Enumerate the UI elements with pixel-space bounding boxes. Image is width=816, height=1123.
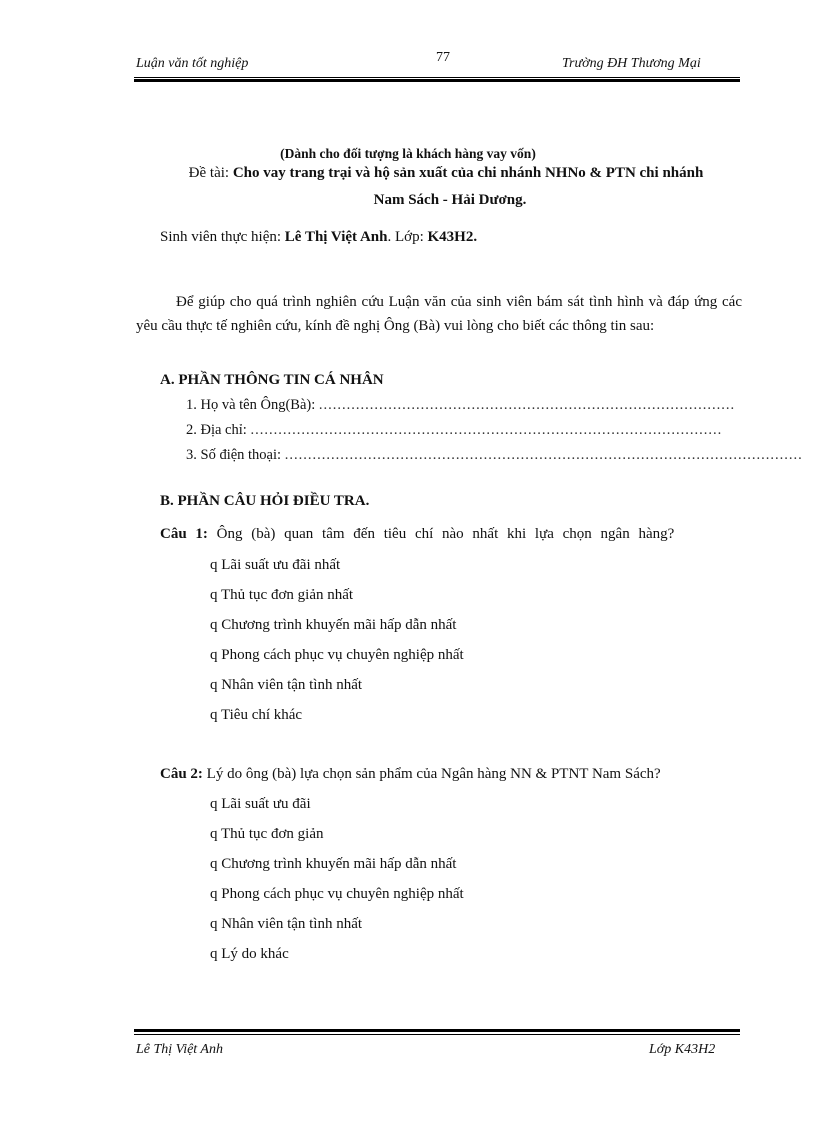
q2-option[interactable]: q Phong cách phục vụ chuyên nghiệp nhất [210,886,464,902]
header-left-title: Luận văn tốt nghiệp [136,56,249,71]
footer-rule-thin [134,1034,740,1035]
q2-option[interactable]: q Chương trình khuyến mãi hấp dẫn nhất [210,856,457,872]
header-rule-thin [134,77,740,78]
q2-option[interactable]: q Thủ tục đơn giản [210,826,324,842]
section-a-title: A. PHẦN THÔNG TIN CÁ NHÂN [160,372,384,388]
footer-rule-thick [134,1029,740,1032]
page-number: 77 [436,50,450,65]
student-line [160,229,477,246]
topic-title-line-1: Cho vay trang trại và hộ sản xuất của chi nhánh NHNo & PTN chi nhánh [232,165,704,181]
field-phone [186,447,803,464]
footer-author: Lê Thị Việt Anh [136,1042,223,1057]
field-address-blank[interactable]: ...................................................................................................... [250,422,723,438]
question-1-label: Câu 1: [160,526,208,542]
q2-option[interactable]: q Nhân viên tận tình nhất [210,916,363,932]
q1-option[interactable]: q Thủ tục đơn giản nhất [210,587,354,603]
question-1-text: Ông (bà) quan tâm đến tiêu chí nào nhất khi lựa chọn ngân hàng? [216,526,675,542]
q1-option[interactable]: q Lãi suất ưu đãi nhất [210,557,341,573]
header-right-title: Trường ĐH Thương Mại [562,56,701,71]
question-2-label: Câu 2: [160,766,203,782]
student-label: Sinh viên thực hiện: [160,229,282,245]
field-phone-label: 3. Số điện thoại: [186,447,282,463]
field-full-name-blank[interactable]: .......................................................................................... [318,397,736,413]
class-label: . Lớp: [387,229,424,245]
section-b-title: B. PHẦN CÂU HỎI ĐIỀU TRA. [160,493,370,509]
q2-option[interactable]: q Lý do khác [210,946,289,962]
field-phone-blank[interactable]: ................................................................................................................ [284,447,803,463]
field-address [186,422,722,439]
q1-option[interactable]: q Tiêu chí khác [210,707,303,723]
intro-text: Để giúp cho quá trình nghiên cứu Luận văn của sinh viên bám sát tình hình và đáp ứng các yêu cầu thực tế nghiên cứu, kính đề nghị Ông (Bà) vui lòng cho biết các thông tin sau: [136,294,742,334]
intro-paragraph [136,290,742,338]
student-name: Lê Thị Việt Anh [284,229,388,245]
intended-for-note: (Dành cho đối tượng là khách hàng vay vốn) [280,146,536,161]
topic-label: Đề tài: [188,165,230,181]
q2-option[interactable]: q Lãi suất ưu đãi [210,796,311,812]
q1-option[interactable]: q Nhân viên tận tình nhất [210,677,363,693]
topic-line-1 [136,165,756,182]
field-full-name-label: 1. Họ và tên Ông(Bà): [186,397,316,413]
question-2 [160,766,661,783]
field-address-label: 2. Địa chỉ: [186,422,247,438]
field-full-name [186,397,735,414]
q1-option[interactable]: q Phong cách phục vụ chuyên nghiệp nhất [210,647,464,663]
header-rule-thick [134,79,740,82]
question-2-text: Lý do ông (bà) lựa chọn sản phẩm của Ngân hàng NN & PTNT Nam Sách? [206,766,661,782]
question-1 [160,526,764,543]
class-value: K43H2. [427,229,478,245]
footer-class: Lớp K43H2 [649,1042,716,1057]
q1-option[interactable]: q Chương trình khuyến mãi hấp dẫn nhất [210,617,457,633]
topic-title-line-2: Nam Sách - Hải Dương. [373,192,527,208]
